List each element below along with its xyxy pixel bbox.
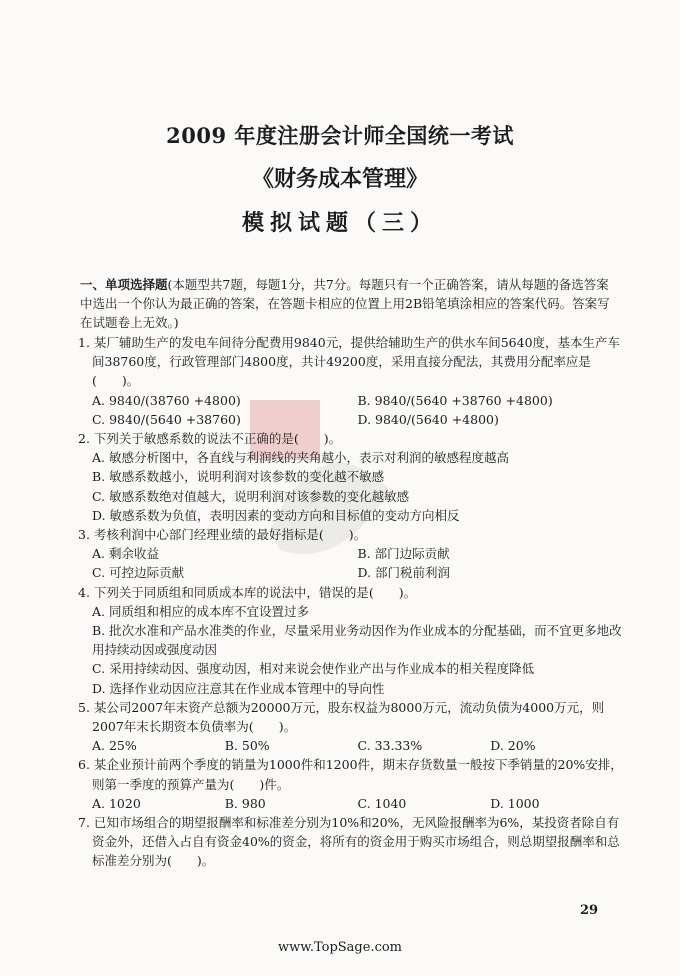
question-5 [78,698,623,756]
question-stem: 6. 某企业预计前两个季度的销量为1000件和1200件，期末存货数量一般按下季销量的20%安排，则第一季度的预算产量为( )件。 [78,757,623,792]
question-2 [78,429,623,525]
subject-title: 《财务成本管理》 [251,166,428,192]
option-c: C. 敏感系数绝对值越大，说明利润对该参数的变化越敏感 [92,488,410,504]
option-a: A. 同质组和相应的成本库不宜设置过多 [92,603,309,619]
mock-exam-title: 模拟试题（三） [241,210,438,236]
question-list [78,333,623,871]
option-d: D. 1000 [490,795,540,811]
option-d: D. 20% [490,738,536,754]
option-b: B. 部门边际贡献 [357,546,450,562]
footer-website: www.TopSage.com [277,940,403,955]
option-b: B. 980 [224,795,266,811]
question-stem: 2. 下列关于敏感系数的说法不正确的是( )。 [78,431,342,447]
option-c: C. 可控边际贡献 [92,565,185,581]
option-a: A. 1020 [92,795,141,811]
question-stem: 5. 某公司2007年末资产总额为20000万元，股东权益为8000万元，流动负债为4000万元，则2007年末长期资本负债率为( )。 [78,699,605,735]
option-c: C. 33.33% [357,738,423,754]
section-instruction-text: (本题型共7题，每题1分，共7分。每题只有一个正确答案，请从每题的备选答案中选出一个你认为最正确的答案，在答题卡相应的位置上用2B铅笔填涂相应的答案代码。答案写在试题卷上无效。) [80,277,610,330]
question-stem: 4. 下列关于同质组和同质成本库的说法中，错误的是( )。 [78,584,417,600]
option-a: A. 25% [92,738,137,754]
question-1 [78,333,623,429]
option-b: B. 批次水准和产品水准类的作业，尽量采用业务动因作为作业成本的分配基础，而不宜更多地改用持续动因或强度动因 [92,623,622,658]
option-a: A. 9840/(38760 +4800) [92,392,241,408]
question-7 [78,813,623,871]
option-d: D. 选择作业动因应注意其在作业成本管理中的导向性 [92,680,385,696]
section-instructions [80,275,620,332]
option-d: D. 敏感系数为负值，表明因素的变动方向和目标值的变动方向相反 [92,507,460,523]
question-3 [78,525,623,583]
question-4 [78,583,623,698]
option-a: A. 剩余收益 [92,546,159,562]
option-c: C. 采用持续动因、强度动因，相对来说会使作业产出与作业成本的相关程度降低 [92,661,535,677]
title-block [0,118,680,242]
question-stem: 3. 考核利润中心部门经理业绩的最好指标是( )。 [78,527,367,543]
option-d: D. 9840/(5640 +4800) [357,411,499,427]
page-number: 29 [580,903,599,918]
option-b: B. 敏感系数越小，说明利润对该参数的变化越不敏感 [92,469,385,485]
option-c: C. 9840/(5640 +38760) [92,411,241,427]
option-b: B. 9840/(5640 +38760 +4800) [357,392,553,408]
exam-title: 2009 年度注册会计师全国统一考试 [166,123,514,148]
question-6 [78,755,623,813]
option-b: B. 50% [224,738,270,754]
question-stem: 1. 某厂辅助生产的发电车间待分配费用9840元，提供给辅助生产的供水车间5640度，基本生产车间38760度，行政管理部门4800度，共计49200度，采用直接分配法，其费用分配率应是( )。 [78,335,621,389]
option-d: D. 部门税前利润 [357,565,451,581]
section-heading: 一、单项选择题 [80,277,168,292]
option-c: C. 1040 [357,795,407,811]
question-stem: 7. 已知市场组合的期望报酬率和标准差分别为10%和20%，无风险报酬率为6%，某投资者除自有资金外，还借入占自有资金40%的资金，将所有的资金用于购买市场组合，则总期望报酬率和总标准差分别为( )。 [78,815,620,869]
option-a: A. 敏感分析图中，各直线与利润线的夹角越小，表示对利润的敏感程度越高 [92,450,509,466]
